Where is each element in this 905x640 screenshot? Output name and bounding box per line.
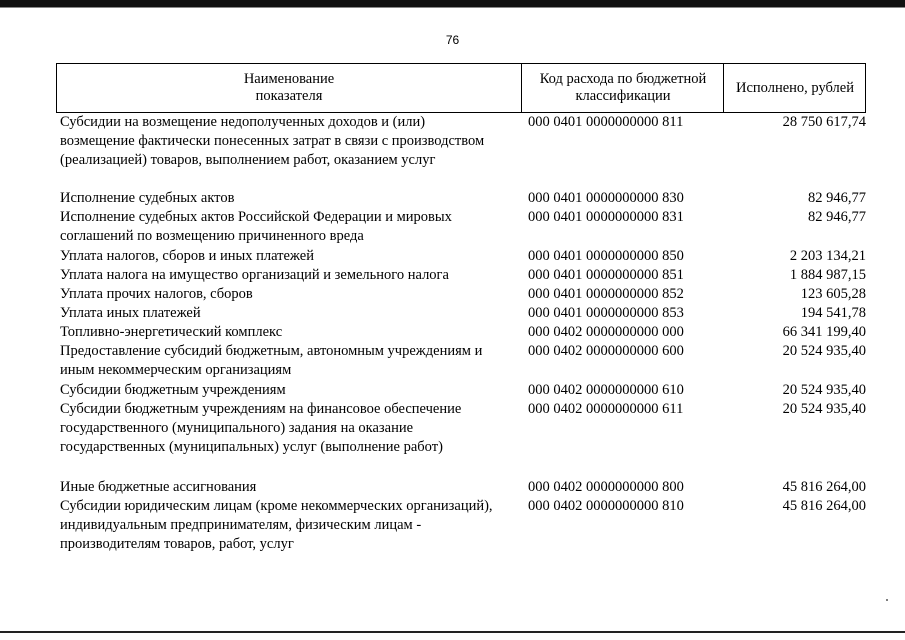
row-name-line: Топливно-энергетический комплекс [60, 324, 283, 340]
row-name [60, 323, 530, 342]
row-name-line: Уплата налогов, сборов и иных платежей [60, 248, 314, 264]
row-name-line: государственных (муниципальных) услуг (выполнение работ) [60, 439, 443, 455]
row-name [60, 478, 530, 497]
row-name-line: Субсидии на возмещение недополученных доходов и (или) [60, 114, 426, 130]
row-amount: 194 541,78 [800, 305, 866, 321]
row-name-line: Иные бюджетные ассигнования [60, 479, 257, 495]
row-code: 000 0402 0000000000 611 [528, 401, 684, 417]
row-code: 000 0401 0000000000 830 [528, 190, 684, 206]
row-amount: 20 524 935,40 [782, 401, 866, 417]
row-name-line: Субсидии юридическим лицам (кроме некоммерческих организаций), [60, 498, 493, 514]
row-code: 000 0401 0000000000 852 [528, 286, 684, 302]
header-name-line: Наименование [243, 71, 335, 87]
row-code: 000 0402 0000000000 610 [528, 382, 684, 398]
row-name [60, 266, 530, 285]
row-name-line: Уплата прочих налогов, сборов [60, 286, 253, 302]
row-amount: 82 946,77 [808, 190, 866, 206]
row-name [60, 285, 530, 304]
row-name-line: индивидуальным предпринимателям, физическим лицам - [60, 517, 422, 533]
row-code: 000 0402 0000000000 800 [528, 479, 684, 495]
row-name-line: Предоставление субсидий бюджетным, автономным учреждениям и [60, 343, 483, 359]
row-name [60, 342, 530, 380]
row-name-line: (реализацией) товаров, выполнением работ, оказанием услуг [60, 152, 436, 168]
row-name [60, 247, 530, 266]
row-name [60, 497, 530, 554]
row-name-line: Исполнение судебных актов [60, 190, 235, 206]
row-code: 000 0401 0000000000 831 [528, 209, 684, 225]
header-code-line: классификации [575, 88, 671, 104]
row-name-line: Субсидии бюджетным учреждениям [60, 382, 286, 398]
row-name [60, 208, 530, 246]
row-amount: 82 946,77 [808, 209, 866, 225]
row-name [60, 304, 530, 323]
row-name-line: государственного (муниципального) задания на оказание [60, 420, 414, 436]
row-name [60, 381, 530, 400]
row-name-line: Уплата налога на имущество организаций и земельного налога [60, 267, 449, 283]
row-name-line: Уплата иных платежей [60, 305, 201, 321]
row-code: 000 0402 0000000000 810 [528, 498, 684, 514]
row-name-line: Субсидии бюджетным учреждениям на финансовое обеспечение [60, 401, 462, 417]
row-name-line: производителям товаров, работ, услуг [60, 536, 294, 552]
row-code: 000 0402 0000000000 000 [528, 324, 684, 340]
row-code: 000 0401 0000000000 850 [528, 248, 684, 264]
row-name-line: иным некоммерческим организациям [60, 362, 292, 378]
row-amount: 20 524 935,40 [782, 343, 866, 359]
row-name [60, 113, 530, 170]
row-name [60, 400, 530, 457]
page-number: 76 [445, 33, 460, 47]
header-amount-label: Исполнено, рублей [736, 79, 854, 96]
row-amount: 20 524 935,40 [782, 382, 866, 398]
row-amount: 2 203 134,21 [789, 248, 866, 264]
row-name-line: возмещение фактически понесенных затрат в связи с производством [60, 133, 485, 149]
row-name [60, 189, 530, 208]
row-code: 000 0401 0000000000 811 [528, 114, 684, 130]
row-code: 000 0401 0000000000 851 [528, 267, 684, 283]
row-amount: 28 750 617,74 [782, 114, 866, 130]
header-code-line: Код расхода по бюджетной [539, 71, 707, 87]
row-amount: 45 816 264,00 [782, 479, 866, 495]
row-amount: 1 884 987,15 [789, 267, 866, 283]
row-name-line: Исполнение судебных актов Российской Федерации и мировых [60, 209, 452, 225]
row-amount: 123 605,28 [800, 286, 866, 302]
header-name-line: показателя [255, 88, 323, 104]
row-code: 000 0402 0000000000 600 [528, 343, 684, 359]
row-amount: 45 816 264,00 [782, 498, 866, 514]
scan-speck [886, 599, 888, 601]
scan-bottom-border [0, 631, 905, 633]
row-amount: 66 341 199,40 [782, 324, 866, 340]
row-code: 000 0401 0000000000 853 [528, 305, 684, 321]
row-name-line: соглашений по возмещению причиненного вреда [60, 228, 364, 244]
